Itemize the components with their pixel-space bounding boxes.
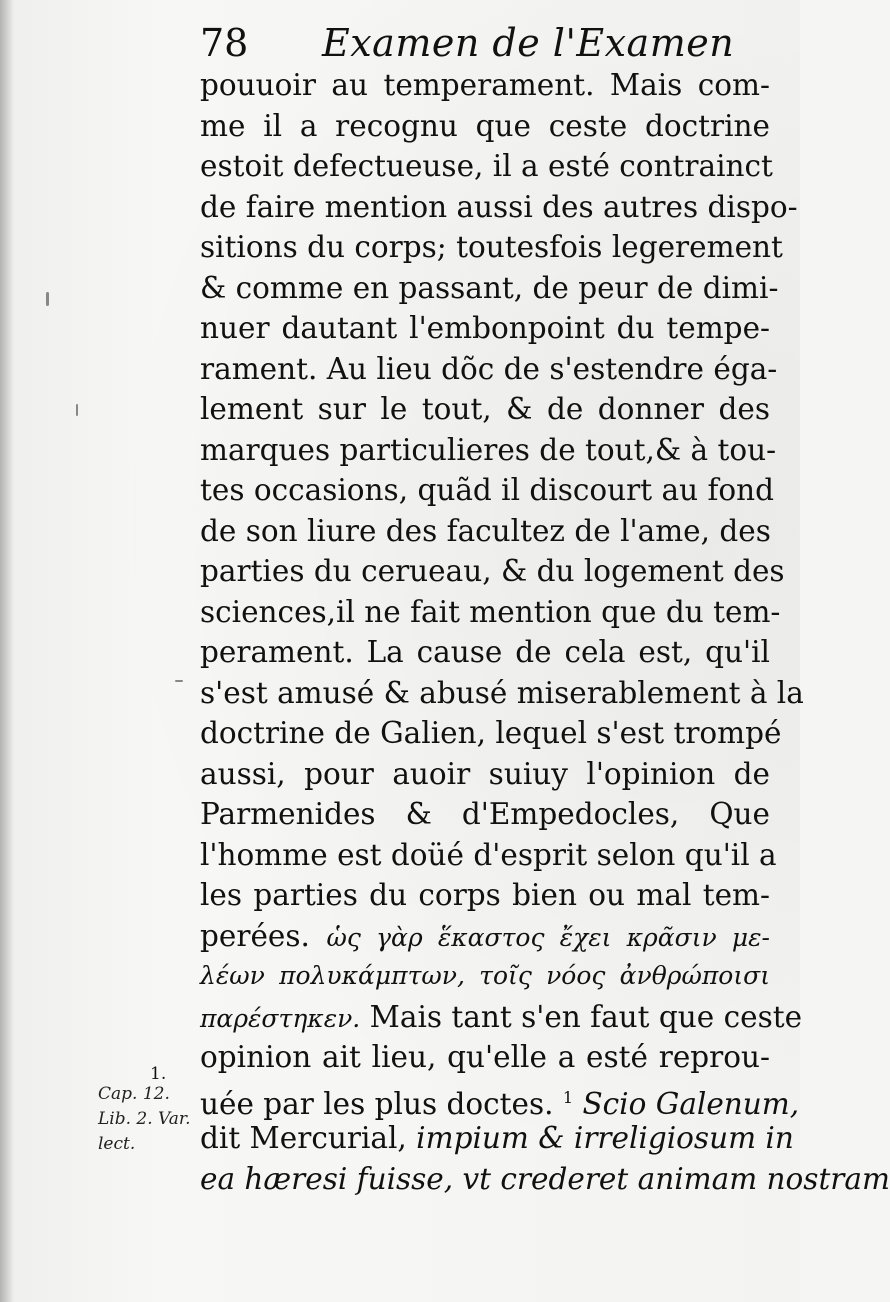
margin-note-line: lect.	[98, 1134, 136, 1154]
margin-note	[98, 1062, 208, 1157]
paper-speck	[46, 292, 49, 306]
text-line: tes occasions, quãd il discourt au fond	[200, 473, 775, 507]
greek-quote-line	[200, 956, 770, 997]
greek-quote-line	[200, 997, 803, 1038]
greek-text: ὡς γὰρ ἕκαστος ἔχει κρᾶσιν με-	[326, 922, 770, 952]
text-line	[200, 1118, 794, 1159]
text-line: les parties du corps bien ou mal tem-	[200, 878, 770, 912]
margin-note-line: Lib. 2. Var.	[98, 1109, 191, 1129]
sidenote-marker: 1.	[150, 1064, 167, 1084]
text-line: lement sur le tout, & de donner des	[200, 392, 770, 426]
text-line: aussi, pour auoir suiuy l'opinion de	[200, 756, 770, 791]
gutter-shadow	[0, 0, 14, 1302]
text-line: nuer dautant l'embonpoint du tempe-	[200, 311, 770, 345]
paper-speck	[76, 404, 78, 416]
greek-text: παρέστηκεν.	[200, 1003, 361, 1033]
text-fragment: uée par les plus doctes.	[200, 1086, 554, 1121]
latin-quote: ea hæresi fuisse, vt crederet animam nostram	[200, 1161, 890, 1196]
text-line: & comme en passant, de peur de dimi-	[200, 270, 779, 305]
text-line: opinion ait lieu, qu'elle a esté reprou-	[200, 1040, 770, 1074]
text-line: de faire mention aussi des autres dispo-	[200, 189, 798, 224]
text-line: pouuoir au temperament. Mais com-	[200, 68, 770, 102]
text-line: s'est amusé & abusé miserablement à la	[200, 675, 804, 710]
text-line: sciences,il ne fait mention que du tem-	[200, 594, 781, 629]
text-line: doctrine de Galien, lequel s'est trompé	[200, 716, 782, 750]
text-line: Parmenides & d'Empedocles, Que	[200, 797, 770, 831]
text-line: perament. La cause de cela est, qu'il	[200, 635, 770, 669]
page-header	[200, 18, 760, 68]
text-line: sitions du corps; toutesfois legerement	[200, 230, 783, 264]
greek-prefix: perées.	[200, 918, 310, 953]
text-line: estoit defectueuse, il a esté contrainct	[200, 149, 773, 183]
text-line: de son liure des facultez de l'ame, des	[200, 513, 771, 548]
greek-text: λέων πολυκάμπτων, τοῖς νόος ἀνθρώποισι	[200, 961, 770, 990]
text-line	[200, 1078, 800, 1121]
text-line: rament. Au lieu dõc de s'estendre éga-	[200, 351, 778, 386]
reference-marker: 1	[562, 1087, 574, 1107]
greek-quote-line	[200, 916, 770, 957]
paper-speck	[175, 680, 183, 682]
page-number: 78	[200, 21, 249, 65]
text-fragment: dit Mercurial,	[200, 1121, 407, 1155]
body-text	[200, 65, 890, 1199]
text-fragment: Mais tant s'en faut que ceste	[369, 999, 803, 1034]
running-head: Examen de l'Examen	[322, 21, 735, 65]
text-line: parties du cerueau, & du logement des	[200, 554, 785, 588]
margin-note-line: Cap. 12.	[98, 1084, 170, 1104]
latin-quote: impium & irreligiosum in	[416, 1121, 794, 1155]
text-line: marques particulieres de tout,& à tou-	[200, 432, 777, 467]
latin-quote: Scio Galenum,	[582, 1086, 800, 1121]
text-line: l'homme est doüé d'esprit selon qu'il a	[200, 837, 777, 872]
text-line	[200, 1159, 890, 1200]
text-line: me il a recognu que ceste doctrine	[200, 108, 770, 143]
